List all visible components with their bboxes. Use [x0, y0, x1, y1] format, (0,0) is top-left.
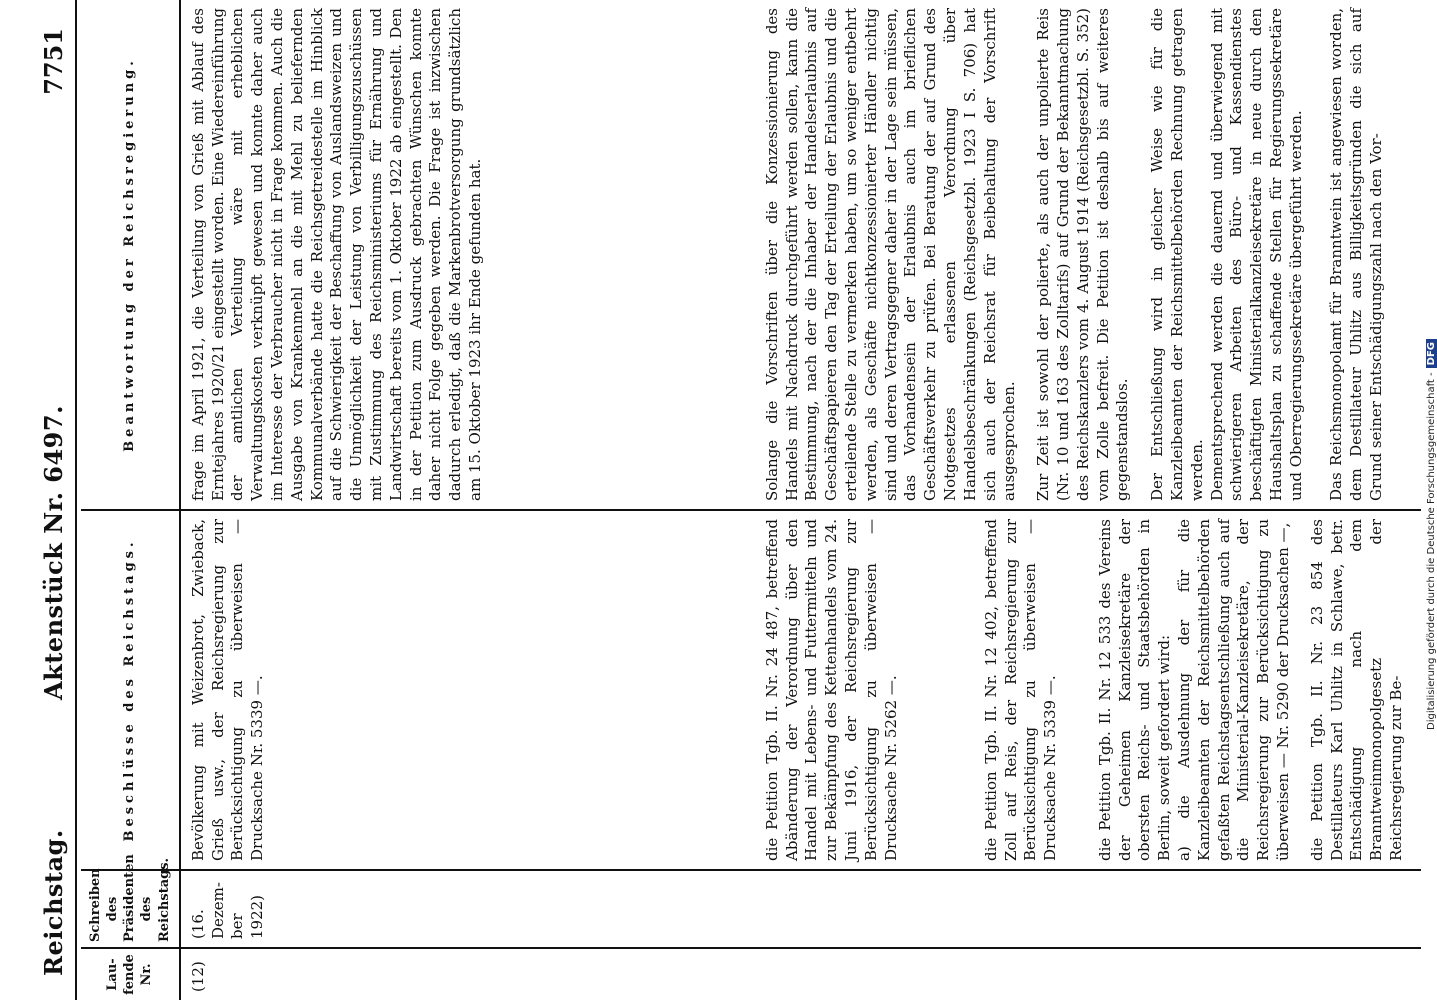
dfg-logo: DFG	[1426, 339, 1437, 368]
page-number: 7751	[39, 28, 68, 95]
beschluss-entry: die Petition Tgb. II. Nr. 23 854 des Destillateurs Karl Uhlitz in Schlawe, betr. Entschädigung nach dem Branntweinmonopolgesetz der Reichsregierung zur Be-	[1307, 519, 1405, 861]
table-header-row	[81, 0, 180, 1000]
header-beantwortung: Beantwortung der Reichsregierung.	[81, 0, 180, 510]
header-beschluesse: Beschlüsse des Reichstags.	[81, 510, 180, 870]
beantwortung-cell	[180, 0, 1421, 510]
antwort-entry: Der Entschließung wird in gleicher Weise wie für die Kanzleibeamten der Reichsmittelbehörden Rechnung getragen werden. Dementsprechend werden die dauernd und überwiegend mit schwierigeren Arbeiten des Büro- und Kassendienstes beschäftigten Ministerialkanzleisekretäre in neue durch den Haushaltsplan zu schaffende Stellen für Regierungssekretäre und Oberregierungssekretäre übergeführt werden.	[1148, 8, 1305, 501]
row-date: (16. Dezem- ber 1922)	[180, 870, 1421, 948]
credit-text: Digitalisierung gefördert durch die Deutsche Forschungsgemeinschaft -	[1426, 372, 1437, 730]
beschluesse-cell	[180, 510, 1421, 870]
header-aktenstueck: Aktenstück Nr. 6497.	[39, 405, 68, 700]
row-number: (12)	[180, 948, 1421, 1000]
antwort-entry: Das Reichsmonopolamt für Branntwein ist angewiesen worden, dem Destillateur Uhlitz aus Billigkeitsgründen die sich auf Grund seiner Entschädigungszahl nach den Vor-	[1327, 8, 1385, 501]
proceedings-table	[81, 0, 1421, 1000]
header-rule	[75, 0, 77, 1000]
beschluss-entry: die Petition Tgb. II. Nr. 24 487, betreffend Abänderung der Verordnung über den Handel mit Lebens- und Futtermitteln und zur Bekämpfung des Kettenhandels vom 24. Juni 1916, der Reichsregierung zur Berücksichtigung zu überweisen — Drucksache Nr. 5262 —.	[762, 519, 900, 861]
beschluss-entry: Bevölkerung mit Weizenbrot, Zwieback, Grieß usw., der Reichsregierung zur Berücksichtigung zu überweisen — Drucksache Nr. 5339 —.	[188, 519, 267, 861]
table-row	[180, 0, 1421, 1000]
header-schreiben: Schreiben des Präsidenten des Reichstags.	[81, 870, 180, 948]
header-reichstag: Reichstag.	[39, 829, 68, 976]
document-page	[17, 0, 1405, 1000]
digitization-credit	[1410, 10, 1437, 990]
beschluss-entry: die Petition Tgb. II. Nr. 12 533 des Vereins der Geheimen Kanzleisekretäre der obersten Reichs- und Staatsbehörden in Berlin, soweit gefordert wird: a) die Ausdehnung der für die Kanzleibeamten der Reichsmittelbehörden gefaßten Reichstagsentschließung auch auf die Ministerial-Kanzleisekretäre, der Reichsregierung zur Berücksichtigung zu überweisen — Nr. 5290 der Drucksachen —,	[1095, 519, 1292, 861]
running-head	[33, 0, 75, 1000]
beschluss-entry: die Petition Tgb. II. Nr. 12 402, betreffend Zoll auf Reis, der Reichsregierung zur Berücksichtigung zu überweisen — Drucksache Nr. 5339 —.	[981, 519, 1060, 861]
antwort-entry: Zur Zeit ist sowohl der polierte, als auch der unpolierte Reis (Nr. 10 und 163 des Zolltarifs) auf Grund der Bekanntmachung des Reichskanzlers vom 4. August 1914 (Reichsgesetzbl. S. 352) vom Zolle befreit. Die Petition ist deshalb bis auf weiteres gegenstandslos.	[1034, 8, 1132, 501]
antwort-entry: Solange die Vorschriften über die Konzessionierung des Handels mit Nachdruck durchgeführt werden sollen, kann die Bestimmung, nach der die Inhaber der Handelserlaubnis auf Geschäftspapieren den Tag der Erteilung der Erlaubnis und die erteilende Stelle zu vermerken haben, um so weniger entbehrt werden, als Geschäfte nichtkonzessionierter Händler nichtig sind und deren Vertragsgegner daher in der Lage sein müssen, das Vorhandensein der Erlaubnis auch im brieflichen Geschäftsverkehr zu prüfen. Bei Beratung der auf Grund des Notgesetzes erlassenen Verordnung über Handelsbeschränkungen (Reichsgesetzbl. 1923 I S. 706) hat sich auch der Reichsrat für Beibehaltung der Vorschrift ausgesprochen.	[762, 8, 1019, 501]
antwort-entry: frage im April 1921, die Verteilung von Grieß mit Ablauf des Erntejahres 1920/21 eingestellt worden. Eine Wiedereinführung der amtlichen Verteilung wäre mit erheblichen Verwaltungskosten verknüpft gewesen und konnte daher auch im Interesse der Verbraucher nicht in Frage kommen. Auch die Ausgabe von Krankenmehl an die mit Mehl zu beliefernden Kommunalverbände hatte die Reichsgetreidestelle im Hinblick auf die Schwierigkeit der Beschaffung von Auslandsweizen und die Unmöglichkeit der Leistung von Verbilligungszuschüssen mit Zustimmung des Reichsministeriums für Ernährung und Landwirtschaft bereits vom 1. Oktober 1922 ab eingestellt. Den in der Petition zum Ausdruck gebrachten Wünschen konnte daher nicht Folge gegeben werden. Die Frage ist inzwischen dadurch erledigt, daß die Markenbrotversorgung grundsätzlich am 15. Oktober 1923 ihr Ende gefunden hat.	[188, 8, 484, 501]
header-laufende-nr: Lau- fende Nr.	[81, 948, 180, 1000]
